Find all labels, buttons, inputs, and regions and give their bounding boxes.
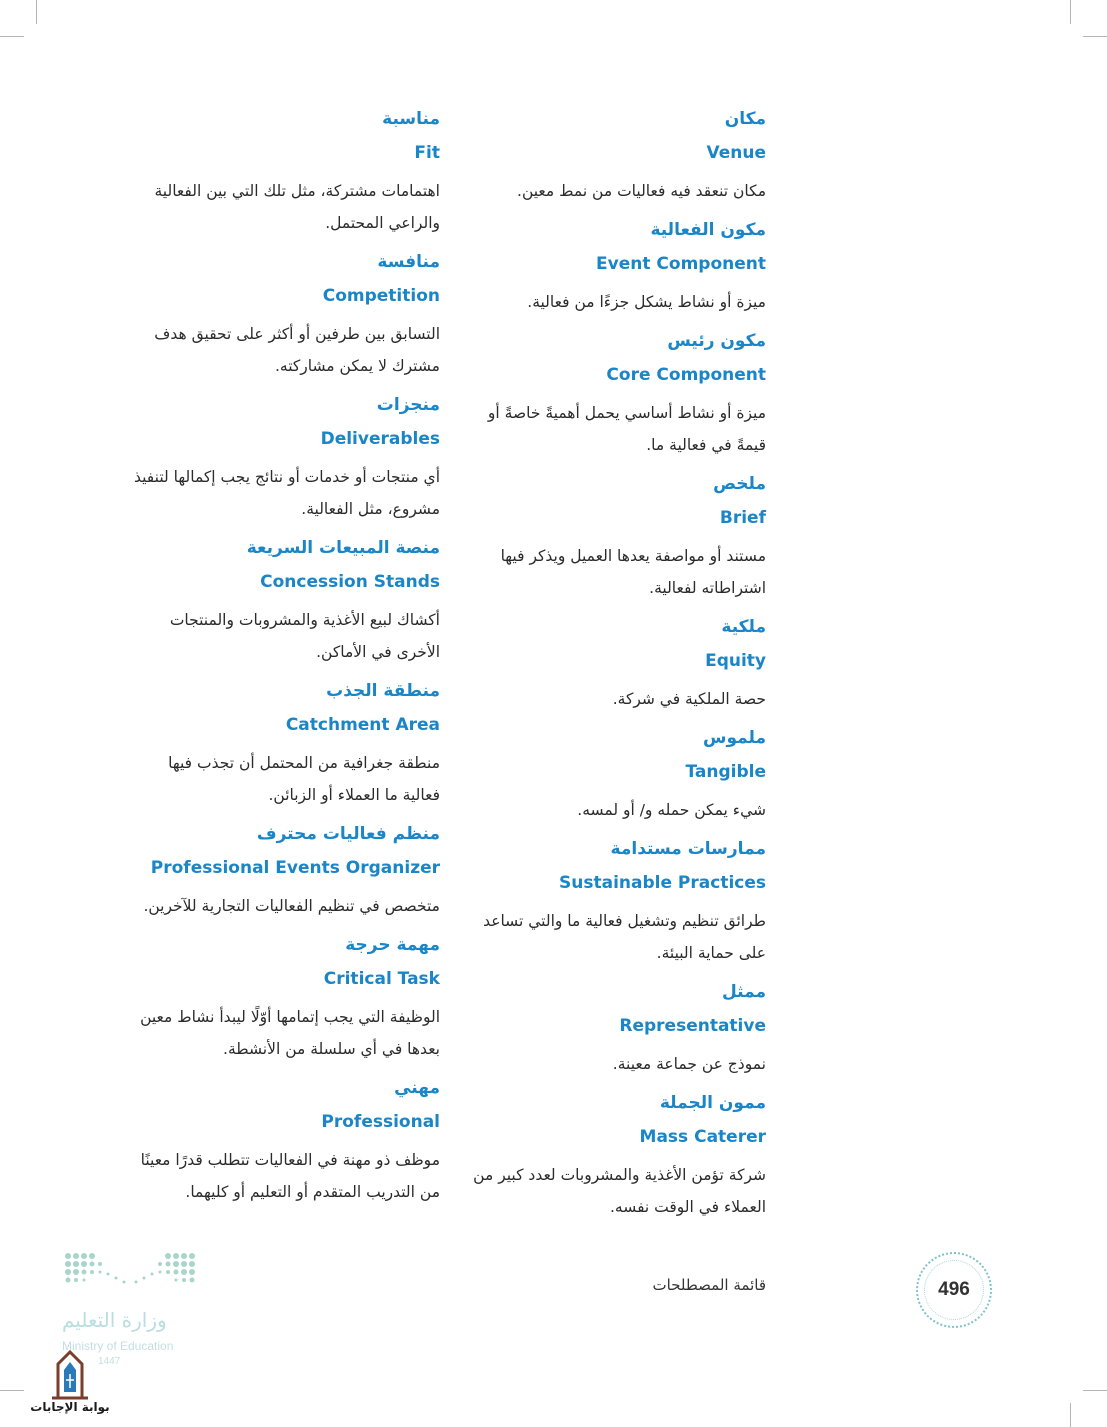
term-arabic: منافسة [377, 252, 440, 272]
glossary-entry [466, 1092, 766, 1223]
term-definition: ميزة أو نشاط أساسي يحمل أهميةً خاصةً أو قيمةً في فعالية ما. [487, 404, 766, 454]
glossary-entry [466, 981, 766, 1080]
term-arabic: ممارسات مستدامة [610, 839, 766, 859]
term-english: Concession Stands [260, 572, 440, 592]
term-arabic: ملكية [721, 617, 766, 637]
term-english: Mass Caterer [639, 1127, 766, 1147]
term-english: Critical Task [323, 969, 440, 989]
term-english: Equity [705, 651, 766, 671]
term-definition: التسابق بين طرفين أو أكثر على تحقيق هدف مشترك لا يمكن مشاركته. [154, 325, 440, 375]
crop-mark-bottom-right-h [1083, 1390, 1107, 1391]
term-arabic: مكان [724, 109, 766, 129]
glossary-entry [130, 823, 440, 922]
ministry-year: 1447 [98, 1356, 121, 1367]
term-arabic: منجزات [376, 395, 440, 415]
term-english: Deliverables [320, 429, 440, 449]
watermark [30, 1348, 110, 1424]
term-definition: مكان تنعقد فيه فعاليات من نمط معين. [517, 182, 766, 200]
glossary-entry [466, 219, 766, 318]
lantern-icon [30, 1348, 110, 1402]
term-english: Catchment Area [285, 715, 440, 735]
section-title: قائمة المصطلحات [652, 1276, 766, 1294]
glossary-column-left [130, 108, 440, 1220]
term-arabic: ممون الجملة [659, 1093, 766, 1113]
page-number-badge [916, 1252, 992, 1328]
term-english: Representative [619, 1016, 766, 1036]
term-definition: أكشاك لبيع الأغذية والمشروبات والمنتجات الأخرى في الأماكن. [169, 611, 440, 661]
term-definition: طرائق تنظيم وتشغيل فعالية ما والتي تساعد على حماية البيئة. [483, 912, 766, 962]
term-definition: منطقة جغرافية من المحتمل أن تجذب فيها فعالية ما العملاء أو الزبائن. [168, 754, 440, 804]
crop-mark-top-left-v [36, 0, 37, 24]
term-english: Professional [321, 1112, 440, 1132]
glossary-entry [466, 727, 766, 826]
term-arabic: منطقة الجذب [326, 681, 440, 701]
page-number: 496 [924, 1260, 984, 1320]
term-arabic: ملخص [713, 474, 766, 494]
term-definition: متخصص في تنظيم الفعاليات التجارية للآخرين. [143, 897, 440, 915]
term-english: Event Component [596, 254, 766, 274]
glossary-entry [466, 330, 766, 461]
glossary-entry [466, 108, 766, 207]
term-definition: حصة الملكية في شركة. [612, 690, 766, 708]
glossary-entry [130, 394, 440, 525]
term-arabic: منظم فعاليات محترف [256, 824, 440, 844]
term-arabic: مكون الفعالية [650, 220, 766, 240]
glossary-entry [130, 1077, 440, 1208]
glossary-entry [466, 616, 766, 715]
term-arabic: مهمة حرجة [345, 935, 440, 955]
crop-mark-top-right-h [1083, 36, 1107, 37]
term-definition: الوظيفة التي يجب إتمامها أوّلًا ليبدأ نشاط معين بعدها في أي سلسلة من الأنشطة. [140, 1008, 440, 1058]
term-english: Fit [414, 143, 440, 163]
glossary-entry [130, 251, 440, 382]
crop-mark-bottom-left-h [0, 1390, 24, 1391]
term-arabic: مناسبة [382, 109, 440, 129]
term-english: Venue [706, 143, 766, 163]
glossary-entry [466, 838, 766, 969]
term-english: Brief [719, 508, 766, 528]
term-definition: اهتمامات مشتركة، مثل تلك التي بين الفعالية والراعي المحتمل. [154, 182, 440, 232]
glossary-column-right [466, 108, 766, 1235]
glossary-entry [130, 680, 440, 811]
glossary-entry [130, 537, 440, 668]
term-definition: ميزة أو نشاط يشكل جزءًا من فعالية. [527, 293, 766, 311]
crop-mark-top-left-h [0, 36, 24, 37]
term-definition: نموذج عن جماعة معينة. [612, 1055, 766, 1073]
term-english: Competition [322, 286, 440, 306]
ministry-dots-icon [62, 1250, 198, 1292]
crop-mark-bottom-right-v [1070, 1403, 1071, 1427]
ministry-name-english: Ministry of Education [62, 1339, 174, 1353]
glossary-entry [130, 108, 440, 239]
glossary-entry [130, 934, 440, 1065]
crop-mark-top-right-v [1070, 0, 1071, 24]
term-arabic: ممثل [721, 982, 766, 1002]
term-definition: مستند أو مواصفة يعدها العميل ويذكر فيها اشتراطاته لفعالية. [500, 547, 766, 597]
term-definition: شيء يمكن حمله و/ أو لمسه. [577, 801, 766, 819]
term-arabic: منصة المبيعات السريعة [246, 538, 440, 558]
term-english: Sustainable Practices [559, 873, 766, 893]
term-definition: موظف ذو مهنة في الفعاليات تتطلب قدرًا معينًا من التدريب المتقدم أو التعليم أو كليهما. [140, 1151, 440, 1201]
term-arabic: مكون رئيس [667, 331, 766, 351]
glossary-entry [466, 473, 766, 604]
term-english: Core Component [606, 365, 766, 385]
term-english: Professional Events Organizer [150, 858, 440, 878]
ministry-name-arabic: وزارة التعليم [62, 1308, 167, 1332]
term-arabic: ملموس [703, 728, 766, 748]
term-definition: شركة تؤمن الأغذية والمشروبات لعدد كبير من العملاء في الوقت نفسه. [473, 1166, 766, 1216]
term-arabic: مهني [394, 1078, 440, 1098]
watermark-text: بوابة الإجابات [30, 1400, 110, 1414]
term-english: Tangible [685, 762, 766, 782]
term-definition: أي منتجات أو خدمات أو نتائج يجب إكمالها لتنفيذ مشروع، مثل الفعالية. [133, 468, 440, 518]
